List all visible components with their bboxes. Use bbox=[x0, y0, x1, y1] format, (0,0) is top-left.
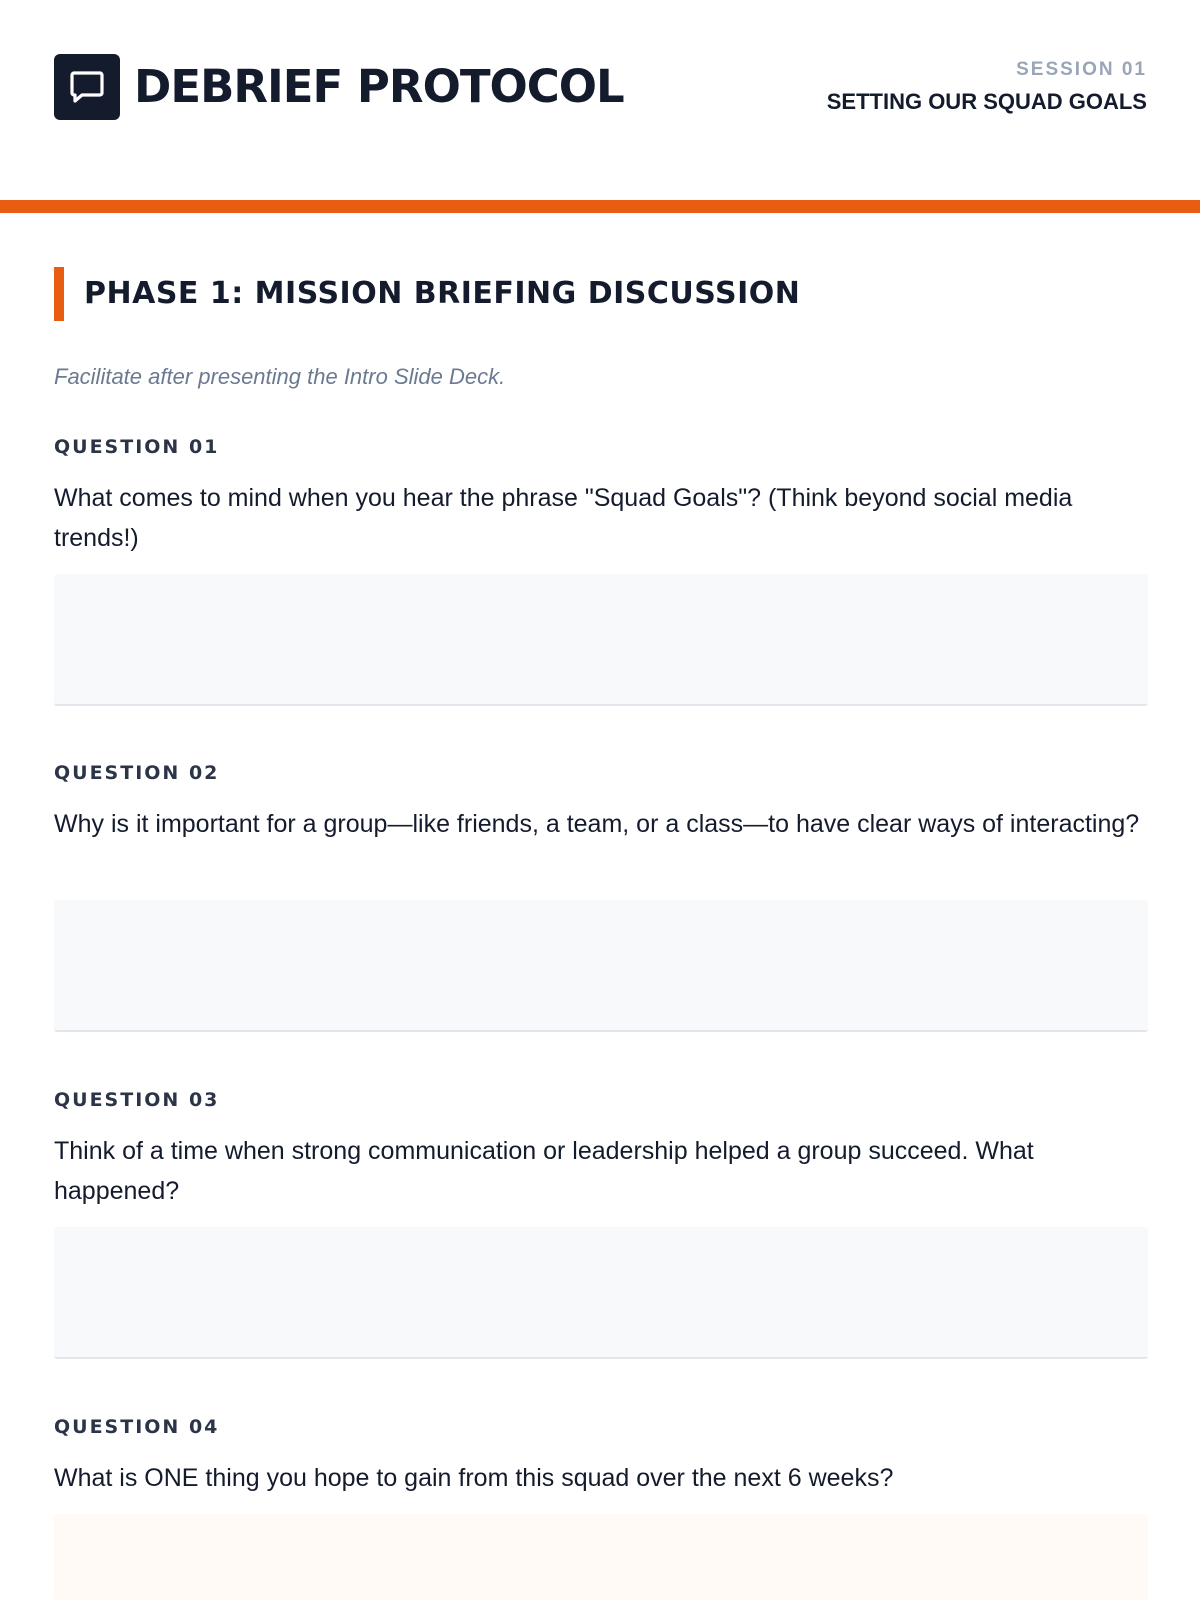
session-title: SETTING OUR SQUAD GOALS bbox=[826, 89, 1147, 114]
question-label: QUESTION 02 bbox=[54, 762, 220, 784]
page-title: DEBRIEF PROTOCOL bbox=[134, 60, 624, 113]
question-text: Think of a time when strong communication or leadership helped a group succeed. What happened? bbox=[54, 1137, 1034, 1205]
session-info bbox=[827, 58, 1147, 116]
question-block bbox=[54, 1087, 1148, 1211]
question-block bbox=[54, 1414, 1148, 1498]
answer-field[interactable] bbox=[54, 1514, 1148, 1600]
question-block bbox=[54, 760, 1148, 844]
logo bbox=[54, 54, 120, 120]
answer-field[interactable] bbox=[54, 1227, 1148, 1359]
phase-heading: PHASE 1: MISSION BRIEFING DISCUSSION bbox=[84, 276, 801, 311]
question-label: QUESTION 04 bbox=[54, 1416, 220, 1438]
question-text: What comes to mind when you hear the phrase "Squad Goals"? (Think beyond social media trends!) bbox=[54, 484, 1073, 552]
question-block bbox=[54, 434, 1148, 558]
question-label: QUESTION 03 bbox=[54, 1089, 220, 1111]
page-header bbox=[0, 0, 1200, 200]
chat-bubble-icon bbox=[69, 70, 105, 104]
answer-field[interactable] bbox=[54, 574, 1148, 706]
session-number: SESSION 01 bbox=[1016, 59, 1147, 80]
facilitator-instruction: Facilitate after presenting the Intro Slide Deck. bbox=[54, 364, 506, 389]
question-text: What is ONE thing you hope to gain from this squad over the next 6 weeks? bbox=[54, 1464, 894, 1492]
question-text: Why is it important for a group—like friends, a team, or a class—to have clear ways of interacting? bbox=[54, 810, 1140, 838]
question-label: QUESTION 01 bbox=[54, 436, 220, 458]
accent-divider bbox=[0, 200, 1200, 213]
answer-field[interactable] bbox=[54, 900, 1148, 1032]
phase-accent-mark bbox=[54, 267, 64, 321]
